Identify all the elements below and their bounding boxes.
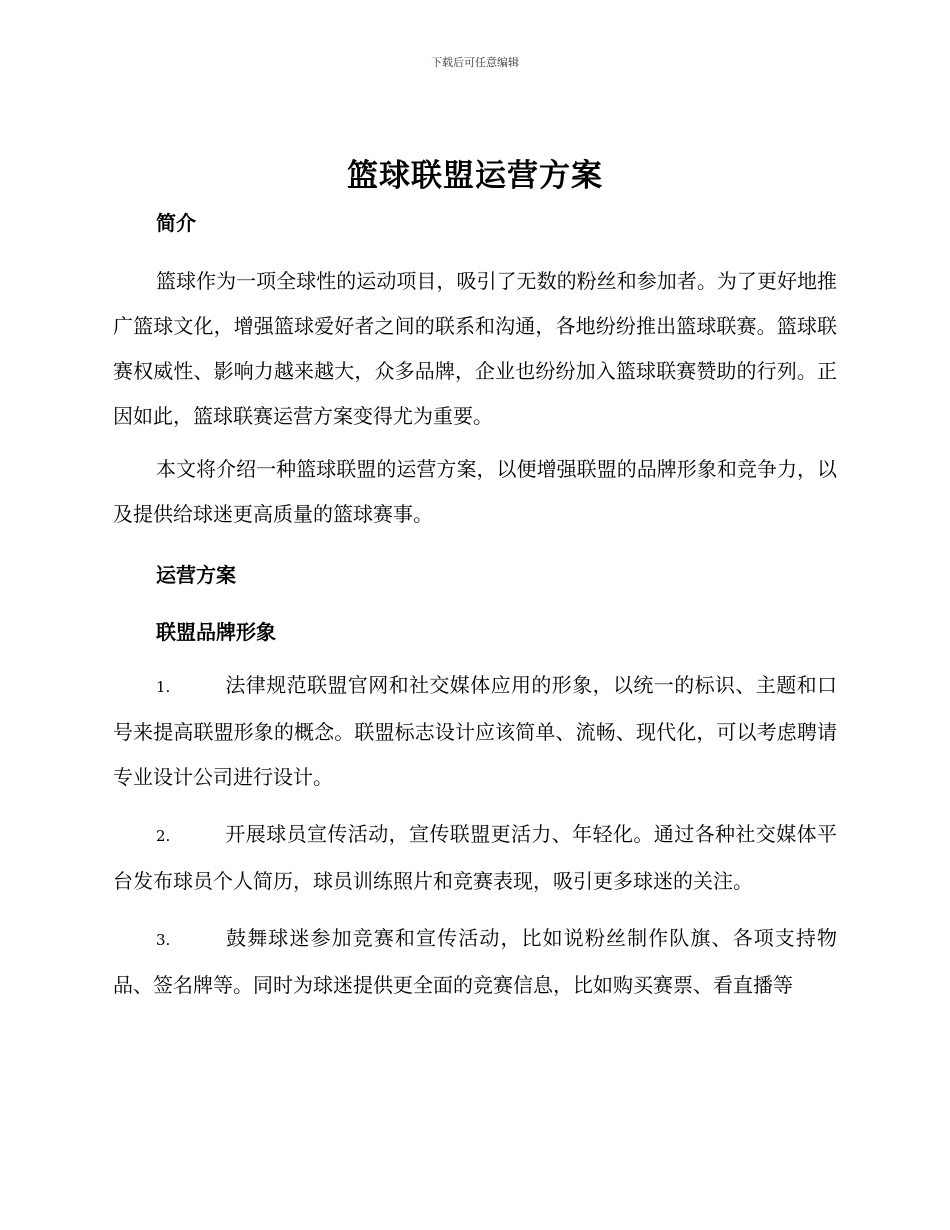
list-number: 2. [156, 827, 171, 845]
list-item-text: 开展球员宣传活动，宣传联盟更活力、年轻化。通过各种社交媒体平台发布球员个人简历，球员训练照片和竞赛表现，吸引更多球迷的关注。 [113, 822, 837, 893]
list-item-text: 法律规范联盟官网和社交媒体应用的形象，以统一的标识、主题和口号来提高联盟形象的概念。联盟标志设计应该简单、流畅、现代化，可以考虑聘请专业设计公司进行设计。 [113, 673, 837, 789]
header-note: 下载后可任意编辑 [431, 56, 519, 69]
brand-item-3 [113, 916, 837, 1008]
brand-heading: 联盟品牌形象 [156, 620, 276, 644]
list-item-text: 鼓舞球迷参加竞赛和宣传活动，比如说粉丝制作队旗、各项支持物品、签名牌等。同时为球迷提供更全面的竞赛信息，比如购买赛票、看直播等 [113, 926, 837, 997]
operations-heading: 运营方案 [156, 563, 236, 587]
list-number: 3. [156, 931, 171, 949]
brand-item-1 [113, 663, 837, 800]
intro-paragraph-2: 本文将介绍一种篮球联盟的运营方案，以便增强联盟的品牌形象和竞争力，以及提供给球迷更高质量的篮球赛事。 [113, 457, 837, 526]
document-title: 篮球联盟运营方案 [347, 158, 603, 194]
list-number: 1. [156, 678, 171, 696]
brand-item-2 [113, 812, 837, 904]
intro-paragraph-1: 篮球作为一项全球性的运动项目，吸引了无数的粉丝和参加者。为了更好地推广篮球文化，增强篮球爱好者之间的联系和沟通，各地纷纷推出篮球联赛。篮球联赛权威性、影响力越来越大，众多品牌，企业也纷纷加入篮球联赛赞助的行列。正因如此，篮球联赛运营方案变得尤为重要。 [113, 269, 837, 428]
intro-heading: 简介 [156, 211, 196, 235]
document-body [113, 205, 837, 1008]
